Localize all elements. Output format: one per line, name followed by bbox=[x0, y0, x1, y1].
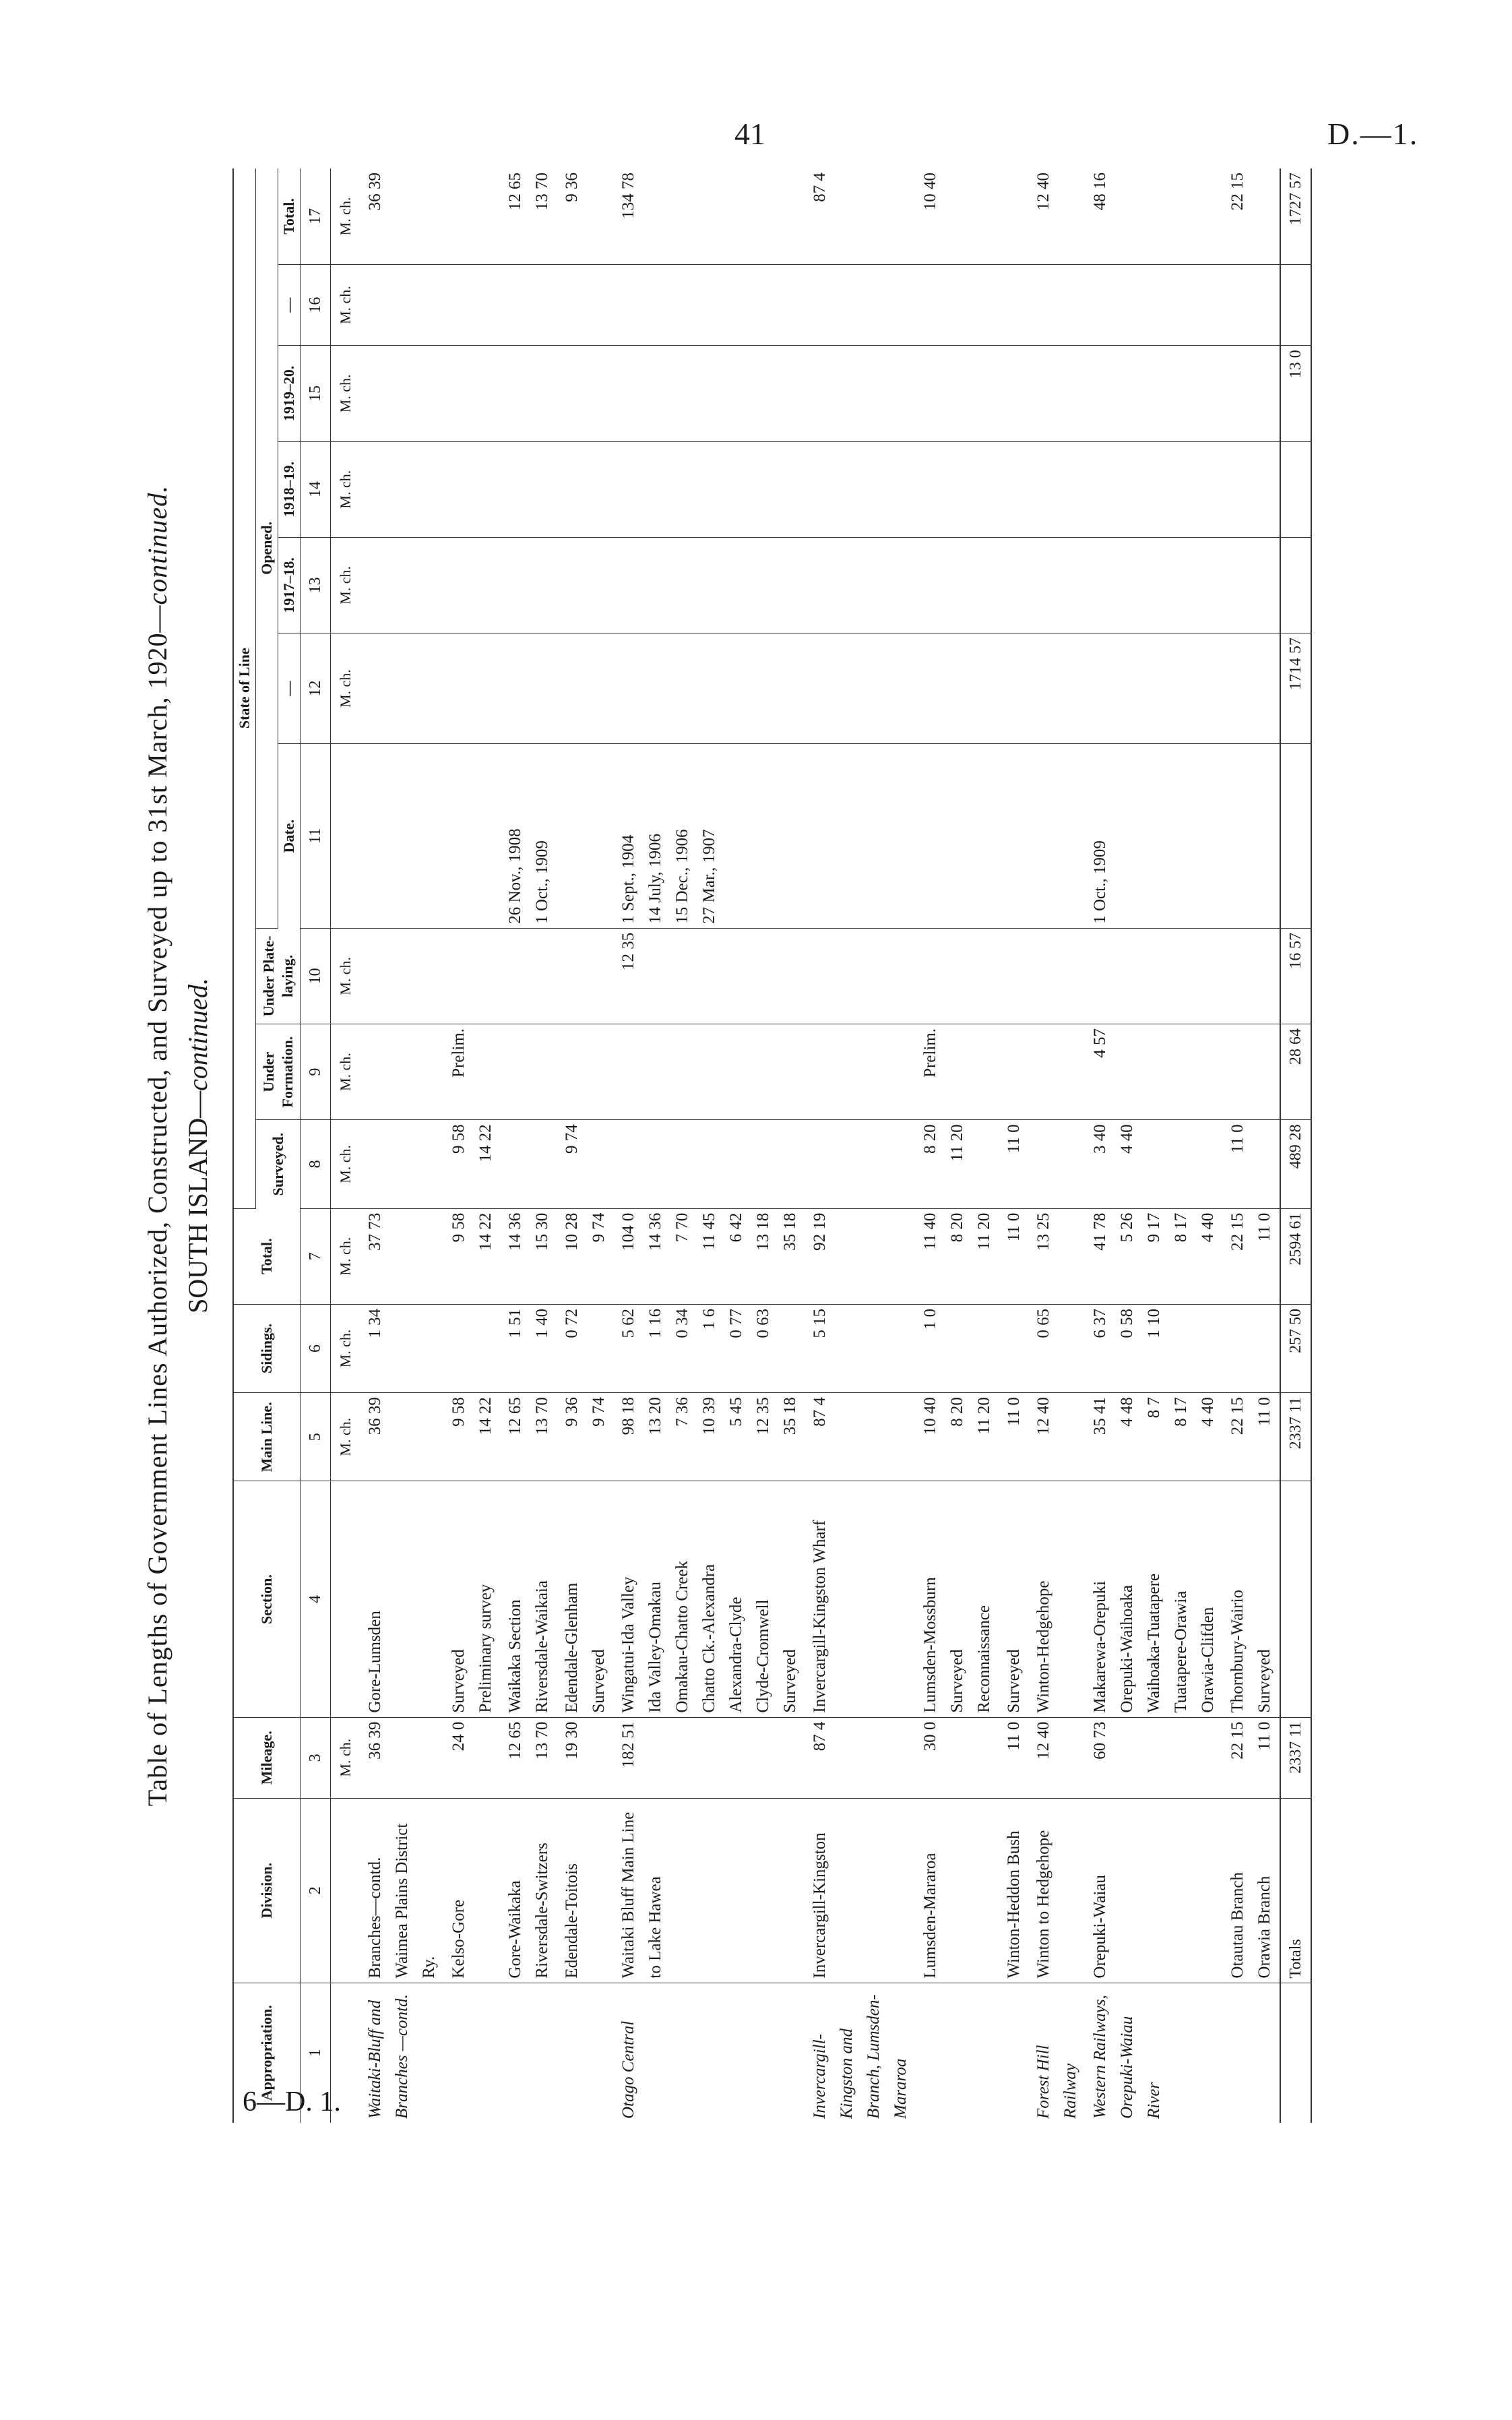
totals-grand: 1727 57 bbox=[1280, 168, 1311, 264]
header-dash-2: — bbox=[278, 264, 301, 345]
title-text: Table of Lengths of Government Lines Authorized, Constructed, and Surveyed up to 31st March, 1920— bbox=[142, 604, 172, 1807]
cell-section: Winton-Hedgehope bbox=[1029, 1481, 1085, 1717]
cell-appropriation bbox=[501, 1983, 557, 2123]
cell-formation bbox=[614, 1024, 805, 1120]
column-number-row bbox=[301, 168, 331, 2123]
cell-division: Kelso-Gore bbox=[444, 1799, 501, 1983]
cell-main: 11 0 bbox=[999, 1393, 1029, 1481]
cell-formation: Prelim. bbox=[444, 1024, 501, 1120]
table-row bbox=[999, 168, 1029, 2123]
cell-date bbox=[805, 744, 916, 929]
cell-date bbox=[1029, 744, 1085, 929]
col-num: 15 bbox=[301, 346, 331, 441]
cell-total: 14 36 15 30 bbox=[501, 1208, 557, 1304]
cell-total: 37 73 bbox=[360, 1208, 444, 1304]
cell-o15 bbox=[805, 346, 916, 441]
cell-o15 bbox=[360, 346, 444, 441]
unit-label: M. ch. bbox=[331, 264, 361, 345]
unit-label: M. ch. bbox=[331, 346, 361, 441]
cell-o14 bbox=[360, 441, 444, 537]
units-row bbox=[331, 168, 361, 2123]
cell-surveyed: 11 0 bbox=[999, 1120, 1029, 1208]
cell-mileage: 30 0 bbox=[916, 1717, 999, 1798]
cell-platelaying bbox=[557, 928, 614, 1024]
cell-surveyed: 11 0 bbox=[1223, 1120, 1280, 1208]
cell-sidings: 5 62 1 16 0 34 1 6 0 77 0 63 bbox=[614, 1304, 805, 1392]
cell-o12 bbox=[444, 633, 501, 744]
cell-o13 bbox=[916, 537, 999, 633]
cell-o13 bbox=[444, 537, 501, 633]
table-row bbox=[805, 168, 916, 2123]
table-row bbox=[916, 168, 999, 2123]
header-division: Division. bbox=[233, 1799, 301, 1983]
cell-o15 bbox=[1223, 346, 1280, 441]
cell-platelaying bbox=[1085, 928, 1223, 1024]
cell-grand bbox=[999, 168, 1029, 264]
cell-mileage: 19 30 bbox=[557, 1717, 614, 1798]
cell-o16 bbox=[1223, 264, 1280, 345]
cell-o15 bbox=[1029, 346, 1085, 441]
col-num: 1 bbox=[301, 1983, 331, 2123]
cell-mileage: 60 73 bbox=[1085, 1717, 1223, 1798]
cell-o13 bbox=[1085, 537, 1223, 633]
cell-appropriation: Invercargill-Kingston and Branch, Lumsden-Mararoa bbox=[811, 1994, 910, 2119]
unit-label: M. ch. bbox=[331, 928, 361, 1024]
cell-o13 bbox=[1029, 537, 1085, 633]
cell-division: Waitaki Bluff Main Line to Lake Hawea bbox=[614, 1799, 805, 1983]
document-reference: D.—1. bbox=[1327, 117, 1419, 151]
cell-section: Makarewa-Orepuki Orepuki-Waihoaka Waihoaka-Tuatapere Tuatapere-Orawia Orawia-Clifden bbox=[1085, 1481, 1223, 1717]
cell-date bbox=[557, 744, 614, 929]
cell-platelaying bbox=[444, 928, 501, 1024]
col-num: 12 bbox=[301, 633, 331, 744]
cell-total: 11 0 bbox=[999, 1208, 1029, 1304]
cell-sidings bbox=[1223, 1304, 1280, 1392]
cell-sidings: 1 51 1 40 bbox=[501, 1304, 557, 1392]
cell-grand: 87 4 bbox=[805, 168, 916, 264]
cell-total: 22 15 11 0 bbox=[1223, 1208, 1280, 1304]
cell-o14 bbox=[614, 441, 805, 537]
cell-section: Waikaka Section Riversdale-Waikaia bbox=[501, 1481, 557, 1717]
cell-main: 35 41 4 48 8 7 8 17 4 40 bbox=[1085, 1393, 1223, 1481]
cell-o15 bbox=[916, 346, 999, 441]
header-dash: — bbox=[278, 633, 301, 744]
col-num: 10 bbox=[301, 928, 331, 1024]
cell-total: 11 40 8 20 11 20 bbox=[916, 1208, 999, 1304]
header-under-formation: Under Formation. bbox=[256, 1024, 301, 1120]
title-suffix: continued. bbox=[142, 485, 172, 605]
cell-date bbox=[916, 744, 999, 929]
cell-o15 bbox=[444, 346, 501, 441]
col-num: 5 bbox=[301, 1393, 331, 1481]
col-num: 14 bbox=[301, 441, 331, 537]
cell-o13 bbox=[360, 537, 444, 633]
cell-o12 bbox=[1029, 633, 1085, 744]
cell-main: 22 15 11 0 bbox=[1223, 1393, 1280, 1481]
unit-label: M. ch. bbox=[331, 1717, 361, 1798]
cell-o12 bbox=[557, 633, 614, 744]
cell-o16 bbox=[444, 264, 501, 345]
cell-appropriation: Forest Hill Railway bbox=[1034, 2045, 1079, 2119]
totals-opened-15: 13 0 bbox=[1280, 346, 1311, 441]
cell-surveyed bbox=[805, 1120, 916, 1208]
cell-grand: 9 36 bbox=[557, 168, 614, 264]
cell-sidings: 0 72 bbox=[557, 1304, 614, 1392]
cell-division: Orepuki-Waiau bbox=[1085, 1799, 1223, 1983]
cell-section: Gore-Lumsden bbox=[360, 1481, 444, 1717]
cell-grand bbox=[444, 168, 501, 264]
cell-o12 bbox=[1085, 633, 1223, 744]
cell-division: Otautau Branch Orawia Branch bbox=[1223, 1799, 1280, 1983]
cell-o14 bbox=[557, 441, 614, 537]
totals-formation: 28 64 bbox=[1280, 1024, 1311, 1120]
cell-appropriation: Waitaki-Bluff and Branches —contd. bbox=[366, 1994, 411, 2119]
col-num: 13 bbox=[301, 537, 331, 633]
cell-o14 bbox=[999, 441, 1029, 537]
unit-label: M. ch. bbox=[331, 1304, 361, 1392]
cell-grand: 12 40 bbox=[1029, 168, 1085, 264]
cell-o13 bbox=[557, 537, 614, 633]
col-num: 17 bbox=[301, 168, 331, 264]
cell-division: Lumsden-Mararoa bbox=[916, 1799, 999, 1983]
cell-section: Thornbury-Wairio Surveyed bbox=[1223, 1481, 1280, 1717]
cell-grand: 10 40 bbox=[916, 168, 999, 264]
cell-sidings: 0 65 bbox=[1029, 1304, 1085, 1392]
cell-formation bbox=[360, 1024, 444, 1120]
cell-grand: 22 15 bbox=[1223, 168, 1280, 264]
totals-sidings: 257 50 bbox=[1280, 1304, 1311, 1392]
cell-mileage: 182 51 bbox=[614, 1717, 805, 1798]
header-main-line: Main Line. bbox=[233, 1393, 301, 1481]
cell-sidings: 1 0 bbox=[916, 1304, 999, 1392]
table-row bbox=[501, 168, 557, 2123]
cell-o12 bbox=[1223, 633, 1280, 744]
header-1918-19: 1918–19. bbox=[278, 441, 301, 537]
lines-table bbox=[232, 168, 1312, 2123]
unit-label: M. ch. bbox=[331, 441, 361, 537]
col-num: 8 bbox=[301, 1120, 331, 1208]
cell-total: 13 25 bbox=[1029, 1208, 1085, 1304]
page-number: 41 bbox=[734, 117, 765, 151]
cell-o16 bbox=[557, 264, 614, 345]
col-num: 11 bbox=[301, 744, 331, 929]
cell-o12 bbox=[999, 633, 1029, 744]
cell-platelaying bbox=[916, 928, 999, 1024]
cell-main: 9 58 14 22 bbox=[444, 1393, 501, 1481]
totals-label: Totals bbox=[1280, 1799, 1311, 1983]
cell-main: 9 36 9 74 bbox=[557, 1393, 614, 1481]
cell-total: 41 78 5 26 9 17 8 17 4 40 bbox=[1085, 1208, 1223, 1304]
cell-formation bbox=[1029, 1024, 1085, 1120]
totals-main: 2337 11 bbox=[1280, 1393, 1311, 1481]
cell-o14 bbox=[1085, 441, 1223, 537]
totals-mileage: 2337 11 bbox=[1280, 1717, 1311, 1798]
table-row bbox=[1029, 168, 1085, 2123]
cell-formation bbox=[1223, 1024, 1280, 1120]
totals-opened-12: 1714 57 bbox=[1280, 633, 1311, 744]
cell-division: Winton-Heddon Bush bbox=[999, 1799, 1029, 1983]
cell-date bbox=[999, 744, 1029, 929]
cell-mileage: 24 0 bbox=[444, 1717, 501, 1798]
cell-o16 bbox=[360, 264, 444, 345]
subtitle-suffix: continued. bbox=[183, 978, 213, 1091]
cell-appropriation: Western Railways, Orepuki-Waiau River bbox=[1091, 1995, 1163, 2119]
cell-o14 bbox=[805, 441, 916, 537]
cell-o14 bbox=[916, 441, 999, 537]
header-grand-total: Total. bbox=[278, 168, 301, 264]
footer-reference: 6—D. 1. bbox=[243, 2086, 341, 2117]
header-state-of-line: State of Line bbox=[233, 168, 256, 1208]
cell-o14 bbox=[1029, 441, 1085, 537]
table-row bbox=[444, 168, 501, 2123]
cell-platelaying bbox=[1029, 928, 1085, 1024]
cell-division: Invercargill-Kingston bbox=[805, 1799, 916, 1983]
cell-sidings bbox=[444, 1304, 501, 1392]
cell-formation bbox=[805, 1024, 916, 1120]
cell-surveyed: 3 40 4 40 bbox=[1085, 1120, 1223, 1208]
table-row bbox=[557, 168, 614, 2123]
cell-division: Edendale-Toitois bbox=[557, 1799, 614, 1983]
col-num: 4 bbox=[301, 1481, 331, 1717]
cell-o16 bbox=[1029, 264, 1085, 345]
cell-section: Wingatui-Ida Valley Ida Valley-Omakau Omakau-Chatto Creek Chatto Ck.-Alexandra Alexandra-Clyde Clyde-Cromwell Surveyed bbox=[614, 1481, 805, 1717]
cell-platelaying bbox=[1223, 928, 1280, 1024]
cell-grand: 36 39 bbox=[360, 168, 444, 264]
cell-mileage: 12 40 bbox=[1029, 1717, 1085, 1798]
cell-date bbox=[360, 744, 444, 929]
cell-o13 bbox=[999, 537, 1029, 633]
cell-section: Invercargill-Kingston Wharf bbox=[805, 1481, 916, 1717]
cell-o12 bbox=[805, 633, 916, 744]
totals-surveyed: 489 28 bbox=[1280, 1120, 1311, 1208]
cell-grand: 48 16 bbox=[1085, 168, 1223, 264]
cell-main: 10 40 8 20 11 20 bbox=[916, 1393, 999, 1481]
cell-date: 1 Sept., 1904 14 July, 1906 15 Dec., 1906 27 Mar., 1907 bbox=[614, 744, 805, 929]
table-row bbox=[614, 168, 805, 2123]
col-num: 16 bbox=[301, 264, 331, 345]
totals-row bbox=[1280, 168, 1311, 2123]
cell-surveyed bbox=[1029, 1120, 1085, 1208]
cell-o14 bbox=[501, 441, 557, 537]
cell-section: Edendale-Glenham Surveyed bbox=[557, 1481, 614, 1717]
header-mileage: Mileage. bbox=[233, 1717, 301, 1798]
cell-o13 bbox=[614, 537, 805, 633]
cell-o12 bbox=[360, 633, 444, 744]
cell-o16 bbox=[614, 264, 805, 345]
cell-platelaying bbox=[999, 928, 1029, 1024]
cell-sidings bbox=[999, 1304, 1029, 1392]
table-body bbox=[360, 168, 1280, 2123]
table-row bbox=[1223, 168, 1280, 2123]
cell-date: 26 Nov., 1908 1 Oct., 1909 bbox=[501, 744, 557, 929]
cell-date: 1 Oct., 1909 bbox=[1085, 744, 1223, 929]
cell-surveyed: 8 20 11 20 bbox=[916, 1120, 999, 1208]
col-num: 3 bbox=[301, 1717, 331, 1798]
cell-formation: Prelim. bbox=[916, 1024, 999, 1120]
header-sidings: Sidings. bbox=[233, 1304, 301, 1392]
table-row bbox=[360, 168, 444, 2123]
cell-total: 9 58 14 22 bbox=[444, 1208, 501, 1304]
cell-section: Lumsden-Mossburn Surveyed Reconnaissance bbox=[916, 1481, 999, 1717]
cell-platelaying bbox=[360, 928, 444, 1024]
cell-surveyed bbox=[501, 1120, 557, 1208]
col-num: 9 bbox=[301, 1024, 331, 1120]
cell-o16 bbox=[1085, 264, 1223, 345]
cell-mileage: 22 15 11 0 bbox=[1223, 1717, 1280, 1798]
cell-o15 bbox=[501, 346, 557, 441]
table-subtitle bbox=[182, 168, 214, 2123]
cell-o13 bbox=[501, 537, 557, 633]
cell-platelaying bbox=[501, 928, 557, 1024]
header-date: Date. bbox=[278, 744, 301, 929]
col-num: 6 bbox=[301, 1304, 331, 1392]
cell-o13 bbox=[805, 537, 916, 633]
unit-label: M. ch. bbox=[331, 537, 361, 633]
cell-o14 bbox=[444, 441, 501, 537]
cell-o16 bbox=[916, 264, 999, 345]
totals-platelaying: 16 57 bbox=[1280, 928, 1311, 1024]
cell-o13 bbox=[1223, 537, 1280, 633]
cell-formation bbox=[501, 1024, 557, 1120]
cell-total: 92 19 bbox=[805, 1208, 916, 1304]
cell-total: 10 28 9 74 bbox=[557, 1208, 614, 1304]
unit-label: M. ch. bbox=[331, 168, 361, 264]
totals-total: 2594 61 bbox=[1280, 1208, 1311, 1304]
col-num: 7 bbox=[301, 1208, 331, 1304]
cell-appropriation bbox=[557, 1983, 614, 2123]
cell-o16 bbox=[805, 264, 916, 345]
cell-appropriation bbox=[444, 1983, 501, 2123]
table-title bbox=[141, 168, 173, 2123]
header-1917-18: 1917–18. bbox=[278, 537, 301, 633]
cell-o15 bbox=[1085, 346, 1223, 441]
header-opened: Opened. bbox=[256, 168, 278, 928]
header-appropriation: Appropriation. bbox=[233, 1983, 301, 2123]
cell-sidings: 1 34 bbox=[360, 1304, 444, 1392]
unit-label: M. ch. bbox=[331, 1393, 361, 1481]
cell-grand: 12 65 13 70 bbox=[501, 168, 557, 264]
cell-sidings: 6 37 0 58 1 10 bbox=[1085, 1304, 1223, 1392]
col-num: 2 bbox=[301, 1799, 331, 1983]
cell-mileage: 36 39 bbox=[360, 1717, 444, 1798]
cell-o12 bbox=[916, 633, 999, 744]
cell-o12 bbox=[614, 633, 805, 744]
cell-division: Branches—contd. Waimea Plains District Ry. bbox=[360, 1799, 444, 1983]
cell-formation bbox=[557, 1024, 614, 1120]
cell-section: Surveyed Preliminary survey bbox=[444, 1481, 501, 1717]
unit-label: M. ch. bbox=[331, 1024, 361, 1120]
cell-grand: 134 78 bbox=[614, 168, 805, 264]
cell-main: 98 18 13 20 7 36 10 39 5 45 12 35 35 18 bbox=[614, 1393, 805, 1481]
cell-section: Surveyed bbox=[999, 1481, 1029, 1717]
cell-mileage: 11 0 bbox=[999, 1717, 1029, 1798]
cell-appropriation bbox=[916, 1983, 999, 2123]
unit-label: M. ch. bbox=[331, 1120, 361, 1208]
cell-main: 12 65 13 70 bbox=[501, 1393, 557, 1481]
cell-surveyed: 9 74 bbox=[557, 1120, 614, 1208]
cell-formation: 4 57 bbox=[1085, 1024, 1223, 1120]
cell-main: 36 39 bbox=[360, 1393, 444, 1481]
unit-label: M. ch. bbox=[331, 1208, 361, 1304]
cell-main: 87 4 bbox=[805, 1393, 916, 1481]
cell-appropriation bbox=[999, 1983, 1029, 2123]
cell-sidings: 5 15 bbox=[805, 1304, 916, 1392]
subtitle-text: SOUTH ISLAND— bbox=[183, 1090, 213, 1313]
header-surveyed: Surveyed. bbox=[256, 1120, 301, 1208]
cell-surveyed: 9 58 14 22 bbox=[444, 1120, 501, 1208]
cell-date bbox=[444, 744, 501, 929]
cell-o14 bbox=[1223, 441, 1280, 537]
header-1919-20: 1919–20. bbox=[278, 346, 301, 441]
cell-total: 104 0 14 36 7 70 11 45 6 42 13 18 35 18 bbox=[614, 1208, 805, 1304]
cell-division: Winton to Hedgehope bbox=[1029, 1799, 1085, 1983]
cell-main: 12 40 bbox=[1029, 1393, 1085, 1481]
rotated-table-block bbox=[61, 168, 1341, 2123]
cell-o15 bbox=[614, 346, 805, 441]
cell-mileage: 12 65 13 70 bbox=[501, 1717, 557, 1798]
header-total: Total. bbox=[233, 1208, 301, 1304]
cell-surveyed bbox=[360, 1120, 444, 1208]
cell-o15 bbox=[557, 346, 614, 441]
cell-date bbox=[1223, 744, 1280, 929]
cell-o12 bbox=[501, 633, 557, 744]
cell-appropriation: Otago Central bbox=[619, 2020, 637, 2119]
cell-o16 bbox=[501, 264, 557, 345]
header-under-platelaying: Under Plate-laying. bbox=[256, 928, 301, 1024]
cell-mileage: 87 4 bbox=[805, 1717, 916, 1798]
cell-appropriation bbox=[1223, 1983, 1280, 2123]
cell-o16 bbox=[999, 264, 1029, 345]
cell-o15 bbox=[999, 346, 1029, 441]
cell-formation bbox=[999, 1024, 1029, 1120]
cell-platelaying: 12 35 bbox=[614, 928, 805, 1024]
cell-division: Gore-Waikaka Riversdale-Switzers bbox=[501, 1799, 557, 1983]
header-section: Section. bbox=[233, 1481, 301, 1717]
unit-label: M. ch. bbox=[331, 633, 361, 744]
table-row bbox=[1085, 168, 1223, 2123]
cell-surveyed bbox=[614, 1120, 805, 1208]
cell-platelaying bbox=[805, 928, 916, 1024]
